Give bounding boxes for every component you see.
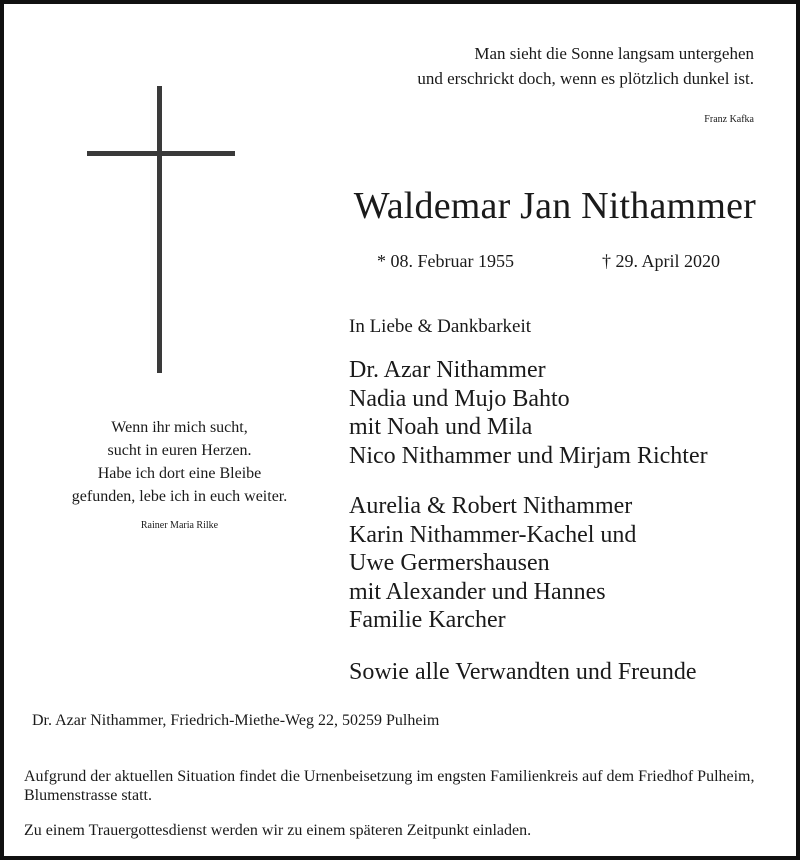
family-group-2 xyxy=(349,492,636,635)
family-member: Uwe Germershausen xyxy=(349,550,550,577)
top-quote-line: Man sieht die Sonne langsam untergehen xyxy=(474,44,754,63)
family-member: mit Noah und Mila xyxy=(349,414,533,441)
left-quote-line: Wenn ihr mich sucht, xyxy=(111,419,248,436)
family-member: Nadia und Mujo Bahto xyxy=(349,385,570,412)
family-closing: Sowie alle Verwandten und Freunde xyxy=(349,659,697,685)
family-member: Dr. Azar Nithammer xyxy=(349,357,546,383)
family-member: Nico Nithammer und Mirjam Richter xyxy=(349,442,708,469)
left-quote-line: sucht in euren Herzen. xyxy=(107,442,252,459)
address-line: Dr. Azar Nithammer, Friedrich-Miethe-Weg 22, 50259 Pulheim xyxy=(32,712,440,729)
family-member: Aurelia & Robert Nithammer xyxy=(349,493,633,519)
top-quote-author: Franz Kafka xyxy=(704,114,754,125)
left-quote-author: Rainer Maria Rilke xyxy=(140,520,219,531)
family-member: Karin Nithammer-Kachel und xyxy=(349,521,637,548)
cross-icon-horizontal-bar xyxy=(87,151,235,156)
left-quote-line: Habe ich dort eine Bleibe xyxy=(97,465,262,482)
burial-notice: Aufgrund der aktuellen Situation findet die Urnenbeisetzung im engsten Familienkreis auf dem Friedhof Pulheim, Blumenstrasse statt. xyxy=(24,768,755,804)
top-quote-line: und erschrickt doch, wenn es plötzlich dunkel ist. xyxy=(417,69,754,88)
family-member: mit Alexander und Hannes xyxy=(349,578,606,605)
family-member: Familie Karcher xyxy=(349,607,506,634)
intro-text: In Liebe & Dankbarkeit xyxy=(349,316,532,337)
top-quote xyxy=(417,41,754,91)
service-invitation: Zu einem Trauergottesdienst werden wir zu einem späteren Zeitpunkt einladen. xyxy=(24,822,532,839)
left-quote xyxy=(62,416,297,508)
family-group-1 xyxy=(349,356,708,470)
cross-icon-vertical-bar xyxy=(157,86,162,373)
deceased-name: Waldemar Jan Nithammer xyxy=(353,185,756,227)
death-date: † 29. April 2020 xyxy=(602,251,721,271)
left-quote-line: gefunden, lebe ich in euch weiter. xyxy=(71,488,288,505)
birth-date: * 08. Februar 1955 xyxy=(377,251,514,271)
